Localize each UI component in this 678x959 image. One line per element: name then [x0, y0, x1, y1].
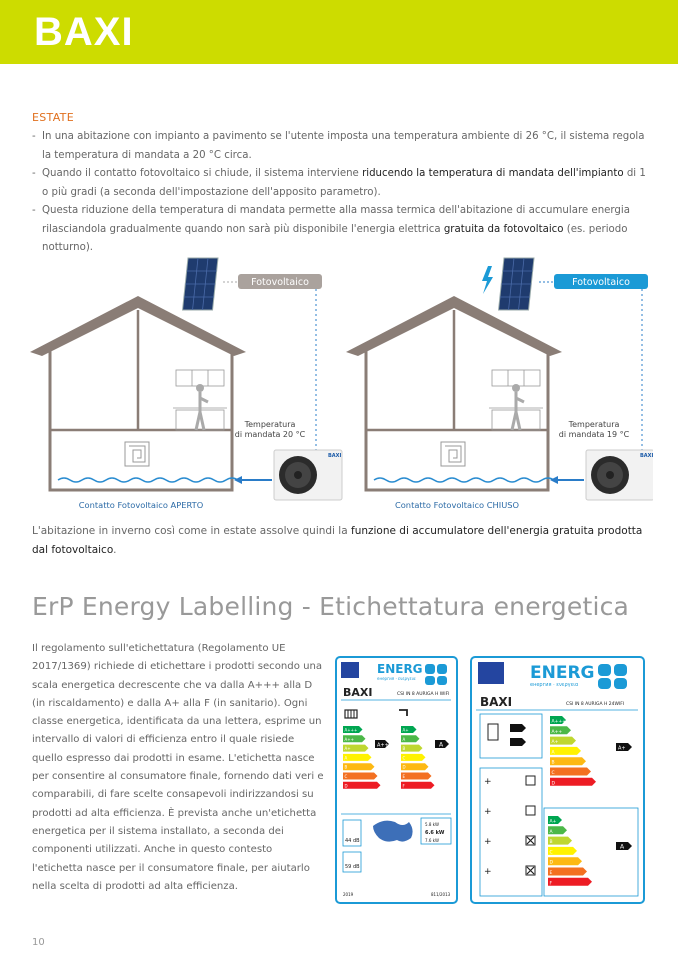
- energy-class-bar: [343, 754, 372, 761]
- bullet-list: [32, 128, 652, 258]
- bullet-item: - Quando il contatto fotovoltaico si chiude, il sistema interviene riducendo la temperatura di mandata dell'impianto di 1 o più gradi (a seconda dell'impostazione dell'apposito parametro).: [32, 165, 652, 202]
- pv-label-left: Fotovoltaico: [251, 277, 309, 288]
- energy-class-label: A: [549, 829, 553, 835]
- energy-class-label: D: [551, 781, 555, 787]
- svg-text:44 dB: 44 dB: [345, 838, 360, 844]
- energy-class-bar: [343, 773, 378, 780]
- energy-class-bar: [550, 778, 596, 786]
- heat-pump-unit-right: [586, 450, 653, 500]
- energy-class-bar: [343, 782, 381, 789]
- contact-label-right: Contatto Fotovoltaico CHIUSO: [394, 500, 520, 510]
- svg-text:+: +: [484, 837, 492, 847]
- section-heading: ESTATE: [32, 111, 74, 124]
- svg-text:енергия · ενεργεια: енергия · ενεργεια: [530, 682, 579, 688]
- solar-panel-icon: [183, 258, 218, 310]
- svg-text:CSI IN 8 AURIGA H WIFI: CSI IN 8 AURIGA H WIFI: [397, 692, 450, 697]
- energy-class-label: A+: [551, 740, 559, 746]
- svg-text:7.6 kW: 7.6 kW: [425, 838, 439, 843]
- svg-text:+: +: [484, 807, 492, 817]
- house-right: [346, 258, 653, 510]
- energy-class-label: B: [402, 746, 406, 752]
- page-number: 10: [32, 937, 45, 948]
- energy-class-label: D: [402, 764, 406, 770]
- baxi-logo: BAXI: [34, 10, 134, 54]
- energy-class-label: A+: [549, 819, 557, 825]
- erp-paragraph: Il regolamento sull'etichettatura (Regolamento UE 2017/1369) richiede di etichettare i prodotti secondo una scala energetica decrescente che va dalla A+++ alla D (in riscaldamento) e dalla A+ alla F (in sanitario). Ogni classe energetica, identificata da una lettera, esprime un intervallo di valori di efficienza entro il quale risiede quello espresso dai prodotti in esame. L'etichetta nasce per consentire al consumatore finale, fornendo dati veri e comparabili, di fare scelte consapevoli indirizzandosi su prodotti ad alta efficienza. È prevista anche un'etichetta energetica per il sistema installato, a seconda dei componenti utilizzati. Anche in questo contesto l'etichetta nasce per il consumatore finale, per aiutarlo nella scelta di prodotti ad alta efficienza.: [32, 643, 324, 892]
- photovoltaic-diagram: [28, 252, 653, 512]
- svg-text:енергия · ενεργεια: енергия · ενεργεια: [377, 676, 416, 681]
- energy-class-label: F: [549, 881, 553, 887]
- energy-class-label: E: [549, 871, 553, 876]
- solar-panel-icon: [499, 258, 534, 310]
- energy-class-label: D: [549, 860, 553, 866]
- lightning-icon: [482, 266, 493, 294]
- eu-flag-icon: [478, 662, 504, 684]
- svg-text:A+: A+: [618, 745, 626, 752]
- energy-class-label: C: [344, 774, 348, 779]
- eu-flag-icon: [341, 662, 359, 678]
- energy-class-bar: [343, 763, 375, 770]
- energy-class-bar: [550, 768, 591, 776]
- energy-class-bar: [401, 773, 432, 780]
- page-title: ErP Energy Labelling - Etichettatura energetica: [32, 592, 630, 621]
- svg-text:5.8 kW: 5.8 kW: [425, 822, 439, 827]
- brand-header: [0, 0, 678, 64]
- energy-class-bar: [550, 757, 586, 765]
- svg-text:59 dB: 59 dB: [345, 864, 360, 870]
- svg-text:BAXI: BAXI: [640, 453, 653, 459]
- energy-class-label: C: [551, 771, 555, 776]
- energy-class-label: A+: [402, 727, 409, 733]
- svg-text:+: +: [484, 867, 492, 877]
- svg-text:BAXI: BAXI: [328, 453, 342, 459]
- floor-heating-icon: [441, 442, 465, 466]
- energy-labels: [335, 656, 647, 906]
- house-left: [30, 258, 342, 510]
- svg-text:Temperatura: Temperatura: [244, 420, 296, 429]
- svg-text:2019: 2019: [343, 892, 354, 897]
- heat-pump-unit-left: [274, 450, 342, 500]
- energy-class-label: E: [402, 774, 406, 779]
- energy-class-label: A: [344, 755, 348, 761]
- summary-text: L'abitazione in inverno così come in estate assolve quindi la funzione di accumulatore dell'energia gratuita prodotta dal fotovoltaico.: [32, 525, 643, 556]
- svg-text:di mandata 20 °C: di mandata 20 °C: [234, 430, 306, 439]
- energy-label-1: [336, 657, 457, 903]
- energy-class-label: A++: [551, 729, 563, 735]
- svg-text:+: +: [484, 777, 492, 787]
- svg-text:A: A: [620, 843, 625, 851]
- energy-class-label: C: [402, 755, 406, 761]
- energy-class-label: A: [551, 750, 555, 756]
- energy-class-label: A+++: [344, 727, 358, 733]
- energy-class-label: C: [549, 850, 553, 856]
- energy-class-label: B: [344, 764, 348, 770]
- energy-class-bar: [548, 857, 582, 865]
- energy-class-bar: [548, 878, 592, 886]
- contact-label-left: Contatto Fotovoltaico APERTO: [78, 500, 204, 510]
- svg-text:BAXI: BAXI: [480, 695, 513, 709]
- svg-text:Temperatura: Temperatura: [568, 420, 620, 429]
- arrow-left-icon: [550, 476, 558, 484]
- svg-text:811/2013: 811/2013: [431, 892, 451, 897]
- svg-text:BAXI: BAXI: [343, 686, 373, 699]
- energy-class-label: A++: [344, 736, 354, 742]
- svg-text:6.6 kW: 6.6 kW: [425, 830, 445, 836]
- svg-text:ENERG: ENERG: [530, 663, 595, 683]
- pv-label-right: Fotovoltaico: [572, 277, 630, 288]
- energy-class-label: B: [551, 760, 555, 766]
- svg-text:A: A: [439, 741, 444, 749]
- energy-class-bar: [550, 747, 581, 755]
- bullet-item: - Questa riduzione della temperatura di mandata permette alla massa termica dell'abitazione di accumulare energia rilasciandola gradualmente quando non sarà più disponibile l'energia elettrica gratuita da fotovoltaico (es. periodo notturno).: [32, 202, 652, 258]
- svg-text:di mandata 19 °C: di mandata 19 °C: [558, 430, 630, 439]
- energy-class-label: A+++: [551, 719, 566, 725]
- svg-text:CSI IN 8 AURIGA H 24WIFI: CSI IN 8 AURIGA H 24WIFI: [566, 702, 625, 707]
- svg-text:ENERG: ENERG: [377, 662, 423, 676]
- energy-class-label: D: [344, 783, 348, 789]
- arrow-left-icon: [234, 476, 242, 484]
- bullet-item: - In una abitazione con impianto a pavimento se l'utente imposta una temperatura ambiente di 26 °C, il sistema regola la temperatura di mandata a 20 °C circa.: [32, 128, 652, 165]
- svg-text:A++: A++: [377, 742, 389, 749]
- energy-class-label: A: [402, 736, 406, 742]
- energy-class-bar: [548, 868, 587, 876]
- energy-class-label: A+: [344, 746, 351, 752]
- floor-heating-icon: [125, 442, 149, 466]
- energy-class-label: F: [402, 783, 405, 789]
- energy-label-2: [471, 657, 644, 903]
- energy-class-label: B: [549, 840, 553, 846]
- energy-class-bar: [401, 782, 435, 789]
